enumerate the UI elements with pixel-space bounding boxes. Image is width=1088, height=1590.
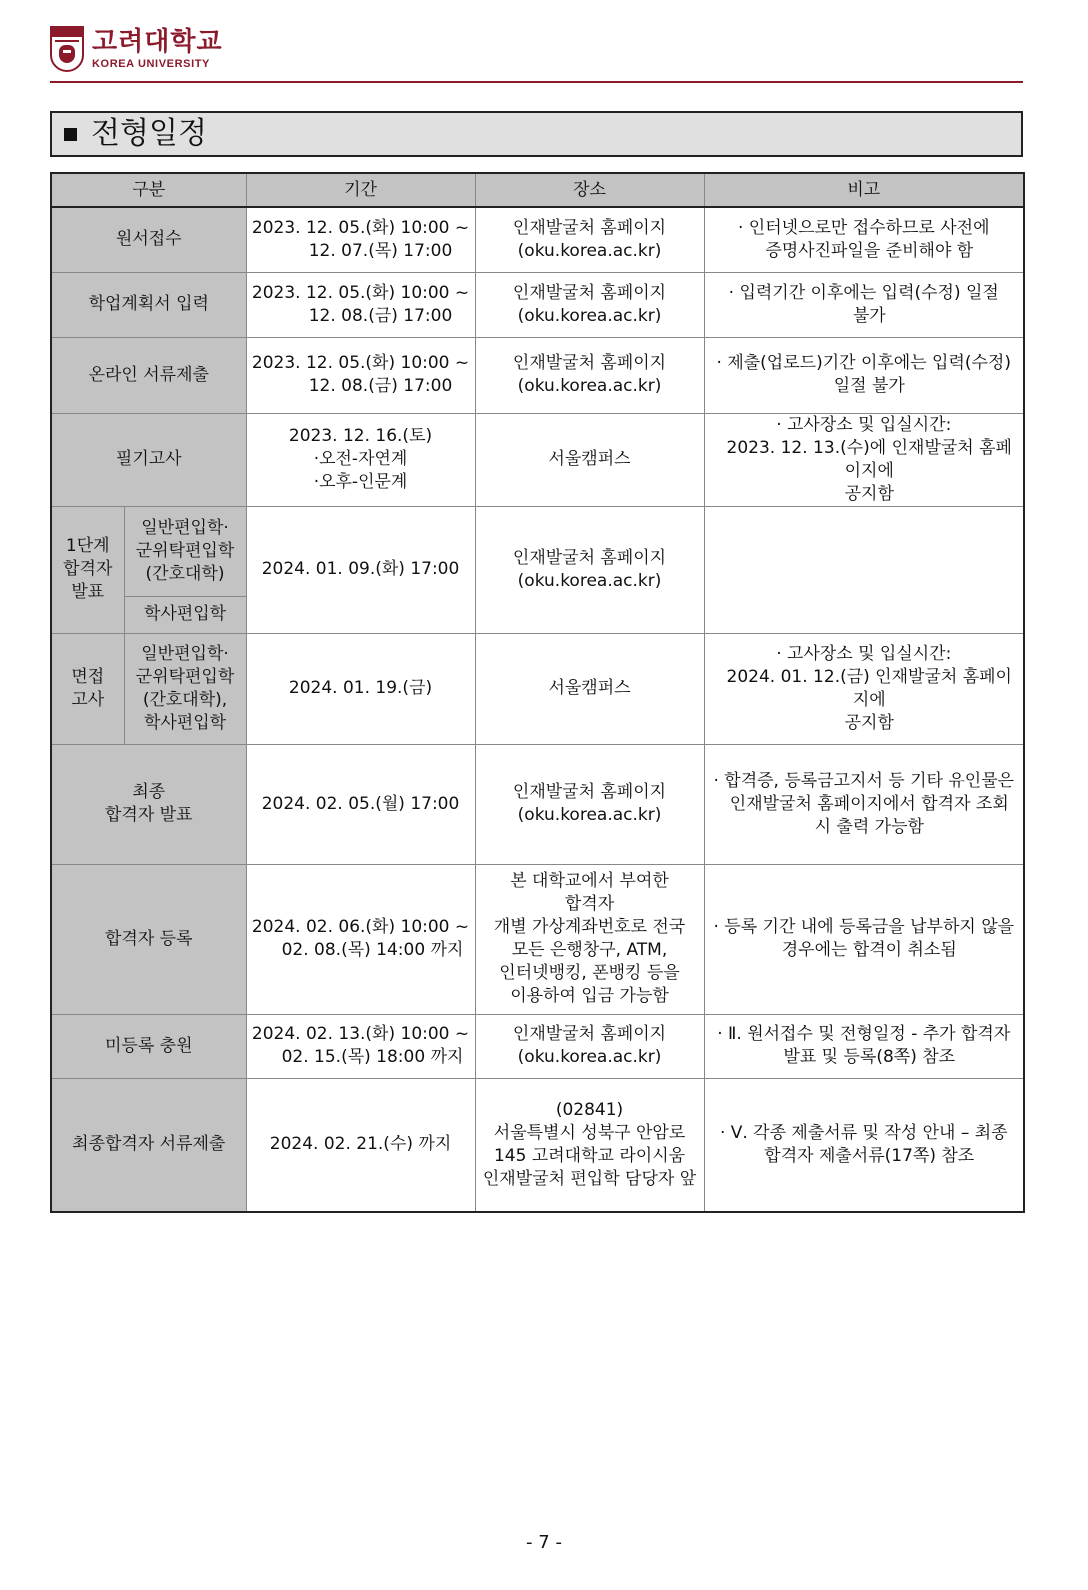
place-cell: 본 대학교에서 부여한 합격자 개별 가상계좌번호로 전국 모든 은행창구, ATM, 인터넷뱅킹, 폰뱅킹 등을 이용하여 입금 가능함	[475, 864, 704, 1014]
row-label: 합격자 등록	[51, 864, 246, 1014]
schedule-table	[50, 172, 1025, 1213]
university-logo	[50, 26, 223, 72]
sub-label-general-transfer: 일반편입학· 군위탁편입학 (간호대학)	[124, 506, 246, 596]
row-label: 미등록 충원	[51, 1014, 246, 1078]
period-cell: 2023. 12. 05.(화) 10:00 ~ 12. 08.(금) 17:00	[246, 272, 475, 337]
section-title: 전형일정	[91, 116, 207, 151]
place-cell: 인재발굴처 홈페이지 (oku.korea.ac.kr)	[475, 207, 704, 272]
place-cell: (02841) 서울특별시 성북구 안암로 145 고려대학교 라이시움 인재발굴처 편입학 담당자 앞	[475, 1078, 704, 1212]
period-cell: 2024. 02. 05.(월) 17:00	[246, 744, 475, 864]
period-cell: 2023. 12. 05.(화) 10:00 ~ 12. 08.(금) 17:00	[246, 337, 475, 413]
sub-label-interview-targets: 일반편입학· 군위탁편입학 (간호대학), 학사편입학	[124, 633, 246, 744]
period-cell: 2024. 01. 09.(화) 17:00	[246, 506, 475, 633]
table-row	[51, 864, 1024, 1014]
place-cell: 인재발굴처 홈페이지 (oku.korea.ac.kr)	[475, 1014, 704, 1078]
note-cell: · Ⅴ. 각종 제출서류 및 작성 안내 – 최종 합격자 제출서류(17쪽) 참조	[704, 1078, 1024, 1212]
table-row	[51, 506, 1024, 596]
sub-label-bachelor-transfer: 학사편입학	[124, 596, 246, 633]
row-label: 필기고사	[51, 413, 246, 506]
period-cell: 2024. 01. 19.(금)	[246, 633, 475, 744]
period-cell: 2024. 02. 13.(화) 10:00 ~ 02. 15.(목) 18:00 까지	[246, 1014, 475, 1078]
period-cell: 2024. 02. 21.(수) 까지	[246, 1078, 475, 1212]
note-cell: · 입력기간 이후에는 입력(수정) 일절 불가	[704, 272, 1024, 337]
row-label: 최종합격자 서류제출	[51, 1078, 246, 1212]
page-number: - 7 -	[526, 1532, 562, 1553]
header-place: 장소	[475, 173, 704, 207]
group-label-first-stage: 1단계 합격자 발표	[51, 506, 124, 633]
header-period: 기간	[246, 173, 475, 207]
table-row	[51, 207, 1024, 272]
period-cell: 2024. 02. 06.(화) 10:00 ~ 02. 08.(목) 14:00 까지	[246, 864, 475, 1014]
note-cell: · 제출(업로드)기간 이후에는 입력(수정) 일절 불가	[704, 337, 1024, 413]
note-cell	[704, 506, 1024, 633]
group-label-interview: 면접 고사	[51, 633, 124, 744]
place-cell: 인재발굴처 홈페이지 (oku.korea.ac.kr)	[475, 506, 704, 633]
place-cell: 인재발굴처 홈페이지 (oku.korea.ac.kr)	[475, 337, 704, 413]
section-title-box	[50, 111, 1023, 157]
table-row	[51, 337, 1024, 413]
logo-korean-name: 고려대학교	[92, 27, 223, 57]
table-row	[51, 1078, 1024, 1212]
header-divider	[50, 81, 1023, 83]
place-cell: 인재발굴처 홈페이지 (oku.korea.ac.kr)	[475, 744, 704, 864]
row-label: 최종 합격자 발표	[51, 744, 246, 864]
place-cell: 서울캠퍼스	[475, 413, 704, 506]
note-cell: · 등록 기간 내에 등록금을 납부하지 않을 경우에는 합격이 취소됨	[704, 864, 1024, 1014]
note-cell: · 합격증, 등록금고지서 등 기타 유인물은 인재발굴처 홈페이지에서 합격자 조회 시 출력 가능함	[704, 744, 1024, 864]
table-row	[51, 413, 1024, 506]
period-cell: 2023. 12. 16.(토) ·오전-자연계 ·오후-인문계	[246, 413, 475, 506]
table-header-row	[51, 173, 1024, 207]
table-row	[51, 744, 1024, 864]
place-cell: 서울캠퍼스	[475, 633, 704, 744]
table-row	[51, 1014, 1024, 1078]
header-category: 구분	[51, 173, 246, 207]
row-label: 원서접수	[51, 207, 246, 272]
place-cell: 인재발굴처 홈페이지 (oku.korea.ac.kr)	[475, 272, 704, 337]
table-row	[51, 272, 1024, 337]
table-row	[51, 633, 1024, 744]
note-cell: · 인터넷으로만 접수하므로 사전에 증명사진파일을 준비해야 함	[704, 207, 1024, 272]
crest-icon	[50, 26, 84, 72]
period-cell: 2023. 12. 05.(화) 10:00 ~ 12. 07.(목) 17:00	[246, 207, 475, 272]
header-note: 비고	[704, 173, 1024, 207]
note-cell: · Ⅱ. 원서접수 및 전형일정 - 추가 합격자 발표 및 등록(8쪽) 참조	[704, 1014, 1024, 1078]
square-bullet-icon	[64, 128, 77, 141]
note-cell: · 고사장소 및 입실시간: 2023. 12. 13.(수)에 인재발굴처 홈페이지에 공지함	[704, 413, 1024, 506]
row-label: 온라인 서류제출	[51, 337, 246, 413]
note-cell: · 고사장소 및 입실시간: 2024. 01. 12.(금) 인재발굴처 홈페이지에 공지함	[704, 633, 1024, 744]
logo-english-name: KOREA UNIVERSITY	[92, 58, 210, 70]
row-label: 학업계획서 입력	[51, 272, 246, 337]
